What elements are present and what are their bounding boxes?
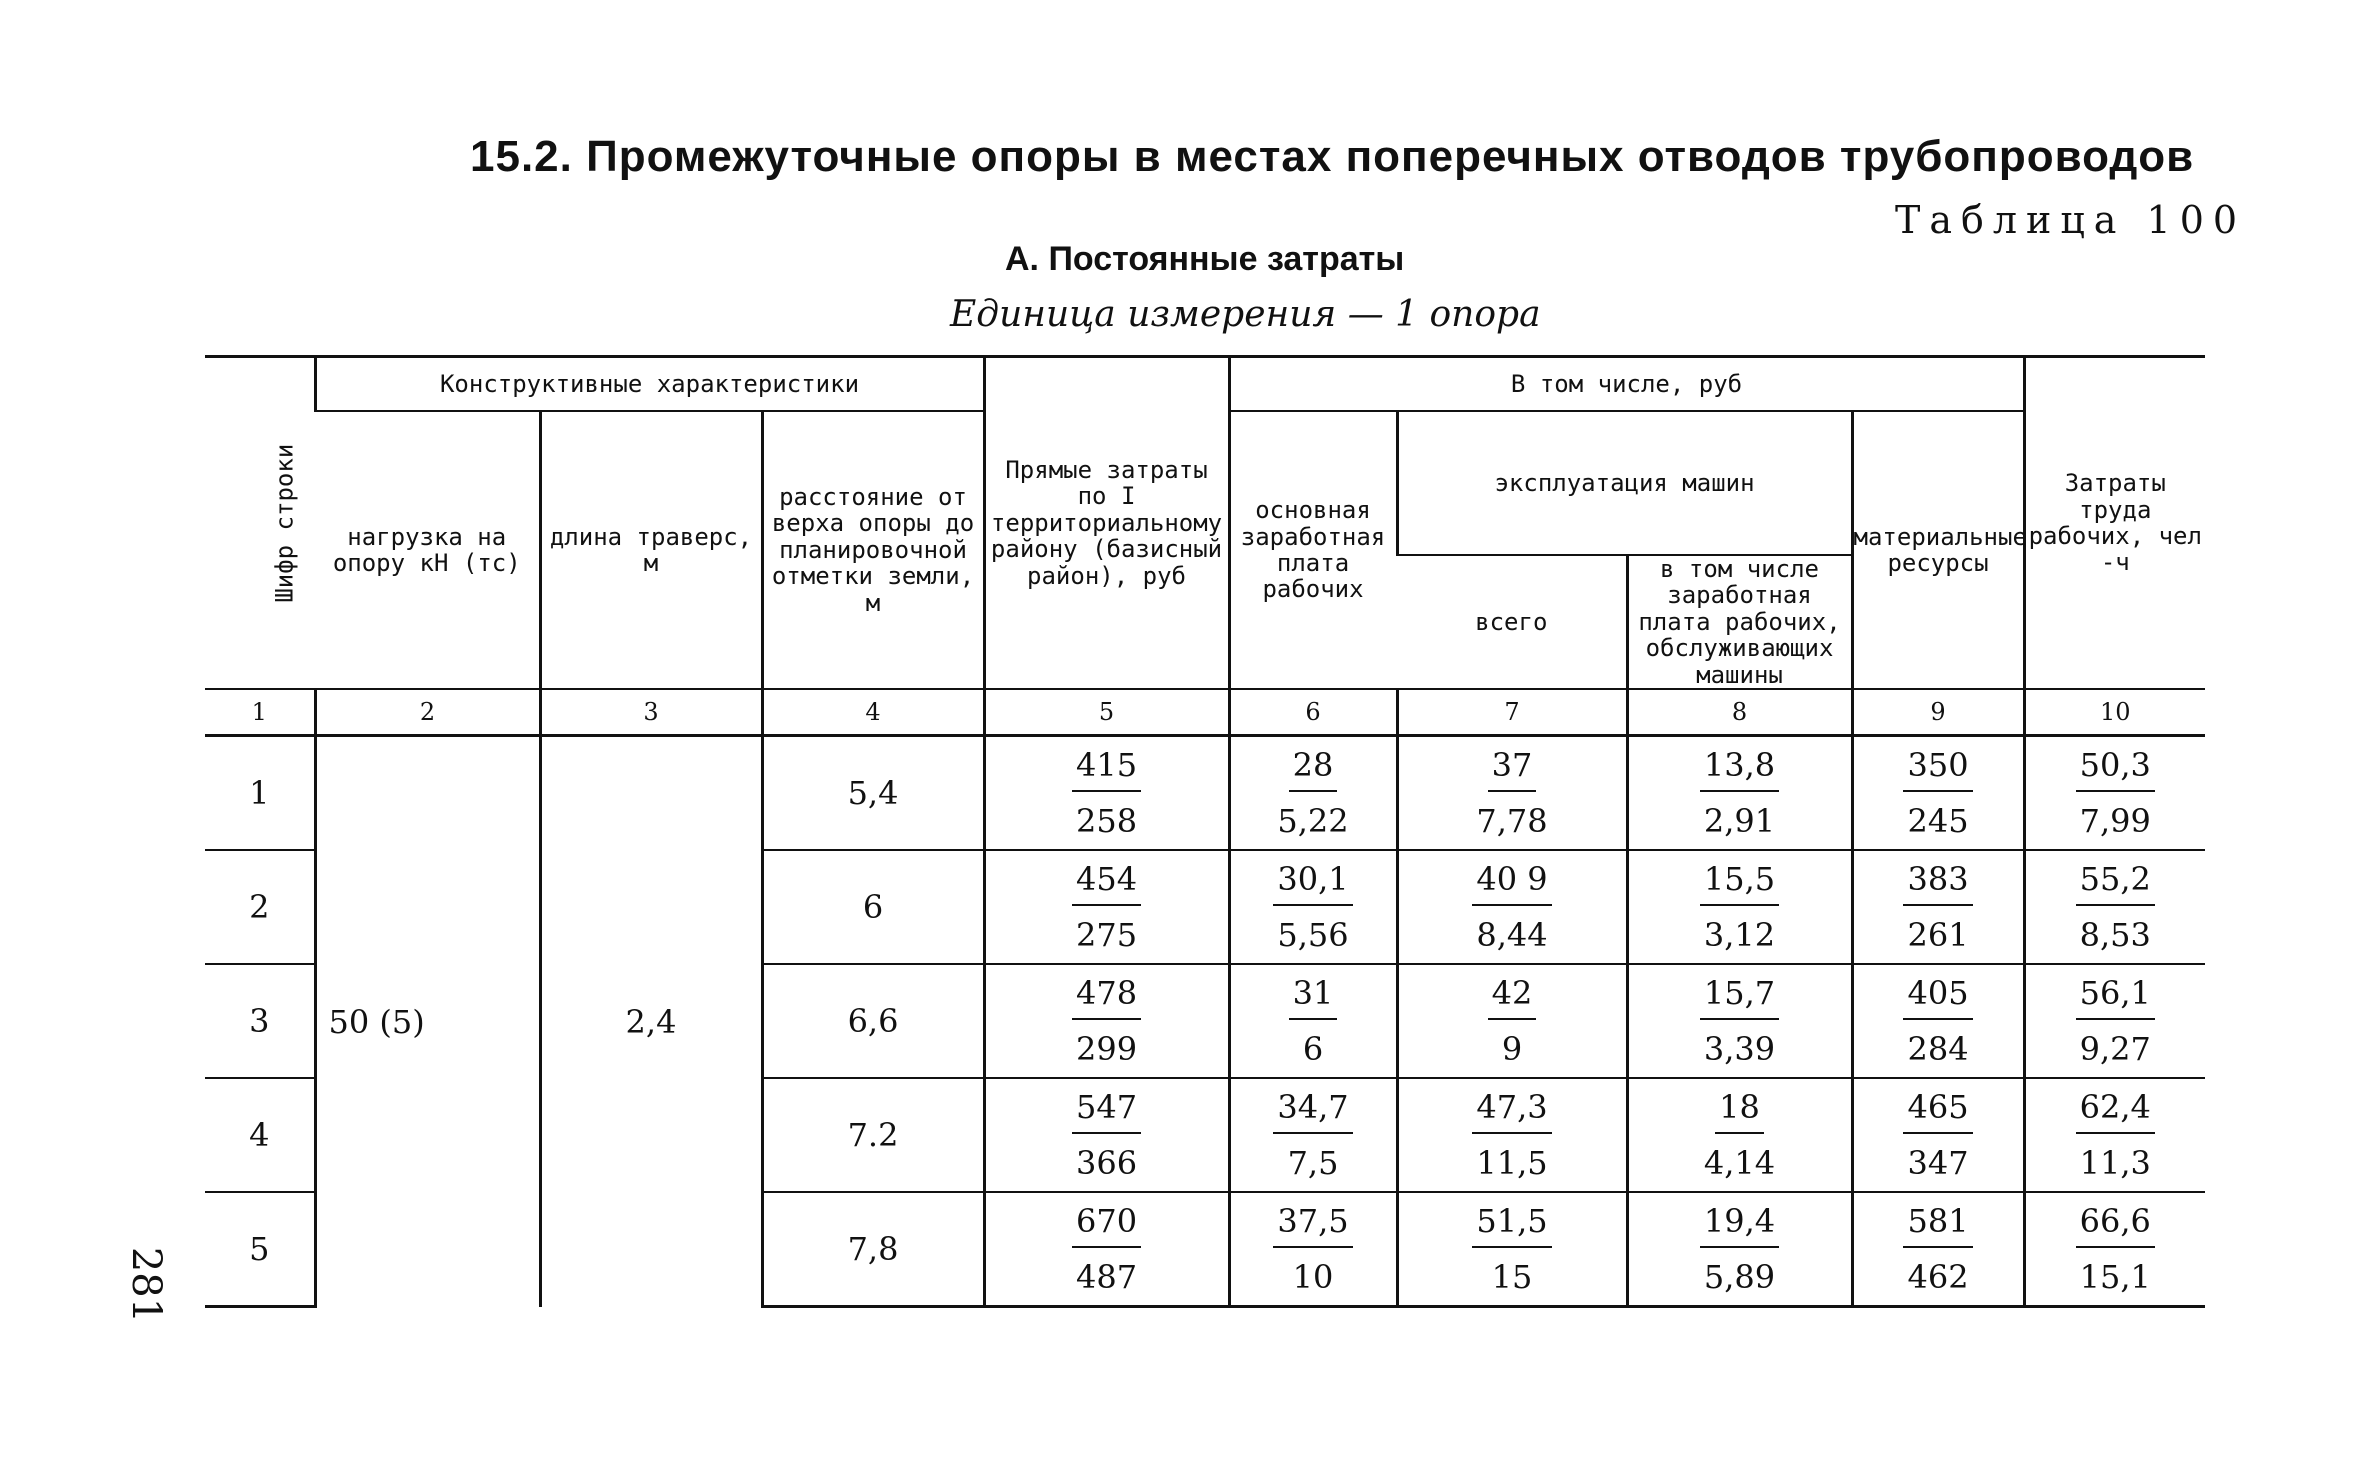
cost-table <box>205 355 2205 1308</box>
labor-cell <box>2024 736 2205 851</box>
direct-cost-bottom: 275 <box>1075 916 1138 954</box>
machines-total-bottom: 15 <box>1491 1258 1533 1296</box>
materials-cell <box>1852 964 2024 1078</box>
machines-total-cell <box>1397 1192 1627 1307</box>
materials-top: 383 <box>1903 860 1972 906</box>
direct-cost-top: 415 <box>1072 746 1141 792</box>
machines-total-bottom: 9 <box>1501 1030 1523 1068</box>
operator-wages-top: 13,8 <box>1700 746 1779 792</box>
row-distance: 7,8 <box>762 1192 984 1307</box>
column-number: 6 <box>1229 689 1397 736</box>
row-code: 1 <box>249 774 270 812</box>
machines-total-cell <box>1397 1078 1627 1192</box>
labor-bottom: 15,1 <box>2079 1258 2151 1296</box>
header-traverse: длина траверс, м <box>540 411 762 689</box>
labor-cell <box>2024 1192 2205 1307</box>
row-code: 4 <box>205 1078 315 1192</box>
shared-traverse: 2,4 <box>540 736 762 1307</box>
column-number: 4 <box>762 689 984 736</box>
column-number: 7 <box>1397 689 1627 736</box>
machines-total-bottom: 11,5 <box>1476 1144 1548 1182</box>
machines-total-cell <box>1397 964 1627 1078</box>
operator-wages-bottom: 4,14 <box>1703 1144 1776 1182</box>
labor-cell <box>2024 1078 2205 1192</box>
materials-cell <box>1852 1192 2024 1307</box>
materials-cell <box>1852 736 2024 851</box>
section-title: 15.2. Промежуточные опоры в местах поперечных отводов трубопроводов <box>470 132 2195 181</box>
direct-cost-cell <box>984 1078 1229 1192</box>
header-code-text: Шифр строки <box>270 443 299 603</box>
column-number: 3 <box>540 689 762 736</box>
machines-total-top: 51,5 <box>1472 1202 1551 1248</box>
labor-top: 56,1 <box>2076 974 2155 1020</box>
column-number: 8 <box>1627 689 1852 736</box>
wages-top: 30,1 <box>1273 860 1352 906</box>
unit-label: Единица измерения — 1 опора <box>950 294 1541 335</box>
operator-wages-top: 15,7 <box>1700 974 1779 1020</box>
direct-cost-cell <box>984 850 1229 964</box>
direct-cost-top: 454 <box>1072 860 1141 906</box>
operator-wages-top: 18 <box>1715 1088 1764 1134</box>
materials-bottom: 245 <box>1907 802 1969 840</box>
materials-top: 465 <box>1903 1088 1972 1134</box>
wages-cell <box>1229 1192 1397 1307</box>
labor-top: 66,6 <box>2076 1202 2155 1248</box>
labor-cell <box>2024 964 2205 1078</box>
table-label: Таблица 100 <box>1895 198 2247 242</box>
header-load: нагрузка на опору кН (тс) <box>332 522 521 577</box>
labor-top: 55,2 <box>2076 860 2155 906</box>
header-direct-costs: Прямые затраты по I территориальному району (базисный район), руб <box>984 357 1229 690</box>
materials-cell <box>1852 850 2024 964</box>
machines-total-top: 40 9 <box>1472 860 1551 906</box>
materials-top: 405 <box>1903 974 1972 1020</box>
materials-bottom: 347 <box>1907 1144 1969 1182</box>
row-distance: 6,6 <box>762 964 984 1078</box>
row-distance: 5,4 <box>762 736 984 851</box>
direct-cost-cell <box>984 736 1229 851</box>
materials-bottom: 261 <box>1907 916 1969 954</box>
column-number: 1 <box>205 689 315 736</box>
operator-wages-bottom: 5,89 <box>1703 1258 1776 1296</box>
direct-cost-top: 670 <box>1072 1202 1141 1248</box>
column-number: 5 <box>984 689 1229 736</box>
direct-cost-top: 478 <box>1072 974 1141 1020</box>
page-number: 281 <box>123 1246 170 1324</box>
column-number: 2 <box>315 689 540 736</box>
wages-cell <box>1229 736 1397 851</box>
machines-total-top: 42 <box>1488 974 1537 1020</box>
labor-top: 62,4 <box>2076 1088 2155 1134</box>
shared-load: 50 (5) <box>315 736 540 1307</box>
header-distance: расстояние от верха опоры до планировочной отметки земли, м <box>762 411 984 689</box>
column-number: 10 <box>2024 689 2205 736</box>
row-code: 5 <box>205 1192 315 1307</box>
direct-cost-bottom: 487 <box>1075 1258 1138 1296</box>
wages-bottom: 7,5 <box>1287 1144 1339 1182</box>
row-code: 3 <box>205 964 315 1078</box>
operator-wages-cell <box>1627 1078 1852 1192</box>
operator-wages-cell <box>1627 964 1852 1078</box>
wages-top: 31 <box>1289 974 1338 1020</box>
wages-top: 28 <box>1289 746 1338 792</box>
machines-total-top: 47,3 <box>1472 1088 1551 1134</box>
wages-top: 37,5 <box>1273 1202 1352 1248</box>
machines-total-cell <box>1397 736 1627 851</box>
wages-bottom: 5,22 <box>1277 802 1349 840</box>
materials-top: 350 <box>1903 746 1972 792</box>
operator-wages-top: 19,4 <box>1700 1202 1779 1248</box>
column-number: 9 <box>1852 689 2024 736</box>
operator-wages-bottom: 3,39 <box>1703 1030 1776 1068</box>
direct-cost-bottom: 366 <box>1075 1144 1138 1182</box>
operator-wages-cell <box>1627 736 1852 851</box>
materials-top: 581 <box>1903 1202 1972 1248</box>
labor-top: 50,3 <box>2076 746 2155 792</box>
header-constructive-group: Конструктивные характеристики <box>315 357 984 412</box>
labor-bottom: 9,27 <box>2079 1030 2151 1068</box>
machines-total-cell <box>1397 850 1627 964</box>
row-distance: 7.2 <box>762 1078 984 1192</box>
row-distance: 6 <box>762 850 984 964</box>
operator-wages-cell <box>1627 850 1852 964</box>
header-machines-total: всего <box>1475 607 1548 636</box>
labor-bottom: 11,3 <box>2079 1144 2151 1182</box>
labor-bottom: 7,99 <box>2079 802 2151 840</box>
header-materials: материальные ресурсы <box>1852 411 2024 689</box>
direct-cost-cell <box>984 1192 1229 1307</box>
direct-cost-cell <box>984 964 1229 1078</box>
header-code <box>205 357 315 690</box>
labor-cell <box>2024 850 2205 964</box>
machines-total-bottom: 8,44 <box>1476 916 1548 954</box>
operator-wages-bottom: 2,91 <box>1703 802 1776 840</box>
header-labor-costs: Затраты труда рабочих, чел -ч <box>2024 357 2205 690</box>
row-code: 2 <box>205 850 315 964</box>
header-machines-group: эксплуатация машин <box>1397 411 1852 555</box>
direct-cost-top: 547 <box>1072 1088 1141 1134</box>
machines-total-top: 37 <box>1488 746 1537 792</box>
operator-wages-cell <box>1627 1192 1852 1307</box>
materials-cell <box>1852 1078 2024 1192</box>
materials-bottom: 462 <box>1907 1258 1969 1296</box>
wages-cell <box>1229 850 1397 964</box>
header-machine-operator-wages: в том числе заработная плата рабочих, обслуживающих машины <box>1627 555 1852 689</box>
direct-cost-bottom: 258 <box>1075 802 1138 840</box>
direct-cost-bottom: 299 <box>1075 1030 1138 1068</box>
subtitle: А. Постоянные затраты <box>1005 240 1405 278</box>
wages-top: 34,7 <box>1273 1088 1352 1134</box>
machines-total-bottom: 7,78 <box>1476 802 1548 840</box>
header-wages: основная заработная плата рабочих <box>1229 411 1397 689</box>
labor-bottom: 8,53 <box>2079 916 2151 954</box>
operator-wages-bottom: 3,12 <box>1703 916 1776 954</box>
wages-bottom: 6 <box>1302 1030 1324 1068</box>
wages-cell <box>1229 1078 1397 1192</box>
wages-bottom: 5,56 <box>1277 916 1349 954</box>
header-in-total-group: В том числе, руб <box>1229 357 2024 412</box>
wages-cell <box>1229 964 1397 1078</box>
wages-bottom: 10 <box>1292 1258 1334 1296</box>
operator-wages-top: 15,5 <box>1700 860 1779 906</box>
materials-bottom: 284 <box>1907 1030 1969 1068</box>
table-row <box>205 736 2205 851</box>
